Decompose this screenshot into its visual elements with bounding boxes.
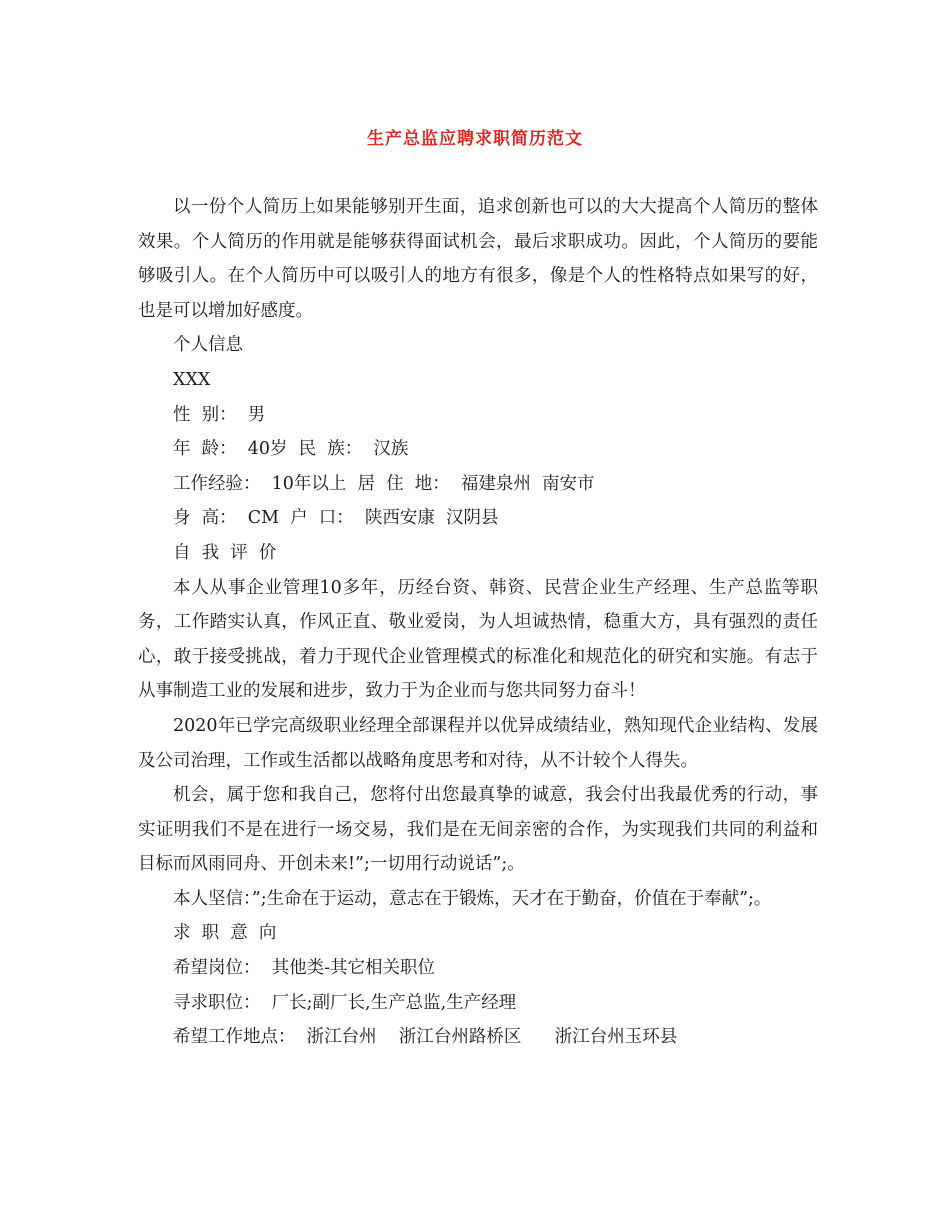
document-title: 生产总监应聘求职简历范文 — [367, 129, 583, 149]
desired-position-line: 希望岗位： 其他类-其它相关职位 — [173, 958, 436, 979]
gender-line: 性 别： 男 — [173, 404, 266, 425]
self-evaluation-heading: 自 我 评 价 — [173, 542, 277, 563]
self-evaluation-paragraph-2: 2020年已学完高级职业经理全部课程并以优异成绩结业，熟知现代企业结构、发展及公司治理，工作或生活都以战略角度思考和对待，从不计较个人得失。 — [138, 715, 818, 771]
job-intention-heading: 求 职 意 向 — [173, 923, 277, 944]
desired-location-line: 希望工作地点： 浙江台州 浙江台州路桥区 浙江台州玉环县 — [173, 1027, 678, 1048]
personal-info-heading: 个人信息 — [173, 335, 243, 356]
intro-paragraph: 以一份个人简历上如果能够别开生面，追求创新也可以的大大提高个人简历的整体效果。个人简历的作用就是能够获得面试机会，最后求职成功。因此，个人简历的要能够吸引人。在个人简历中可以吸引人的地方有很多，像是个人的性格特点如果写的好，也是可以增加好感度。 — [138, 197, 818, 321]
experience-residence-line: 工作经验： 10年以上 居 住 地： 福建泉州 南安市 — [173, 473, 595, 494]
seeking-position-line: 寻求职位： 厂长;副厂长,生产总监,生产经理 — [173, 992, 517, 1013]
document-body — [138, 190, 818, 1055]
name-line: XXX — [173, 369, 211, 390]
self-evaluation-paragraph-3: 机会，属于您和我自己，您将付出您最真挚的诚意，我会付出我最优秀的行动，事实证明我们不是在进行一场交易，我们是在无间亲密的合作，为实现我们共同的利益和目标而风雨同舟、开创未来!”;一切用行动说话”;。 — [138, 785, 818, 875]
self-evaluation-paragraph-4: 本人坚信：”;生命在于运动，意志在于锻炼，天才在于勤奋，价值在于奉献”;。 — [173, 888, 772, 909]
age-ethnicity-line: 年 龄： 40岁 民 族： 汉族 — [173, 439, 409, 460]
self-evaluation-paragraph-1: 本人从事企业管理10多年，历经台资、韩资、民营企业生产经理、生产总监等职务，工作踏实认真，作风正直、敬业爱岗，为人坦诚热情，稳重大方，具有强烈的责任心，敢于接受挑战，着力于现代企业管理模式的标准化和规范化的研究和实施。有志于从事制造工业的发展和进步，致力于为企业而与您共同努力奋斗！ — [138, 577, 818, 702]
height-hukou-line: 身 高： CM 户 口： 陕西安康 汉阴县 — [173, 508, 499, 529]
